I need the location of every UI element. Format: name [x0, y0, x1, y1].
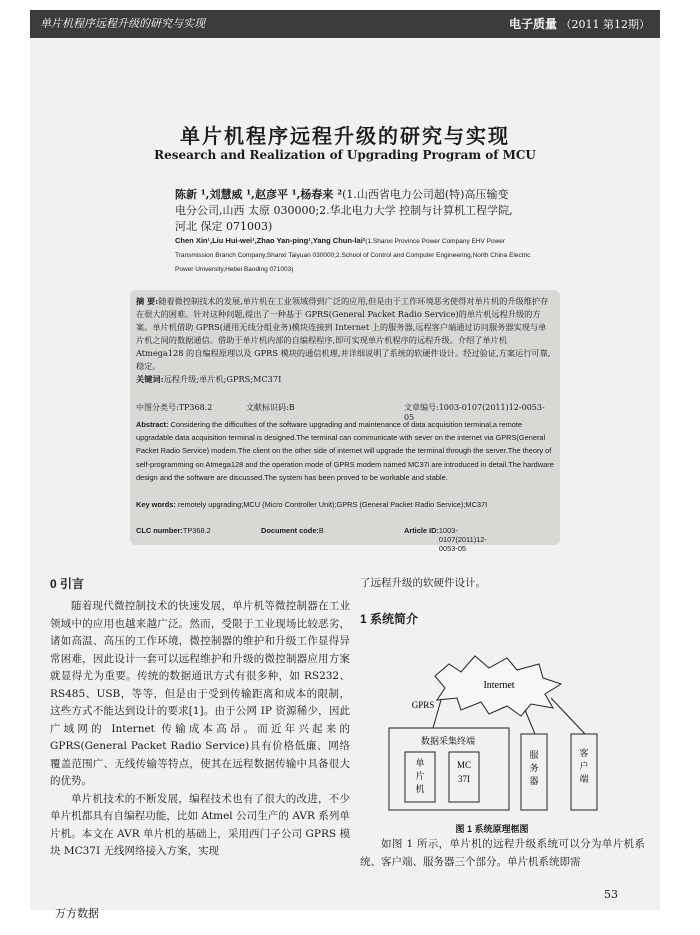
title-en: Research and Realization of Upgrading Program of MCU: [154, 148, 536, 162]
authors-en-names: Chen Xin¹,Liu Hui-wei¹,Zhao Yan-ping¹,Yang Chun-lai²: [175, 236, 366, 245]
clc-en-label: CLC number:: [136, 526, 183, 535]
keywords-en-text: remotely upgrading;MCU (Micro Controller Unit);GPRS (General Packet Radio Service);MC37I: [177, 500, 488, 509]
mcu-label: [415, 757, 424, 795]
authors-cn-affil: (1.山西省电力公司超(特)高压输变电分公司,山西 太原 030000;2.华北电力大学 控制与计算机工程学院,河北 保定 071003): [175, 188, 513, 233]
section-1-paragraph-1: 如图 1 所示，单片机的远程升级系统可以分为单片机系统、客户端、服务器三个部分。单片机系统即需: [360, 838, 645, 868]
continued-text: 了远程升级的软硬件设计。: [360, 577, 486, 589]
abstract-en-label: Abstract:: [136, 420, 169, 429]
server-label-3: 器: [529, 777, 539, 787]
abstract-cn-text: 随着微控制技术的发展,单片机在工业领域得到广泛的应用,但是由于工作环境恶劣使得对单片机的升级维护存在很大的困难。针对这种问题,提出了一种基于 GPRS(General Packet Radio Service)的单片机远程升级的方案。单片机借助 GPRS(通用无线分组业务)模块连接到 Internet 上的服务器,远程客户端通过访问服务器实现与单片机之间的数据通信。借助于单片机内部的自编程程序,即可实现单片机程序的远程升级。介绍了单片机 Atmega128 的自编程原理以及 GPRS 模块的通信机理,并详细说明了系统的软硬件设计。经过验证,方案运行可靠,稳定。: [136, 296, 551, 371]
section-0-paragraph-1: 随着现代微控制技术的快速发展，单片机等微控制器在工业领域中的应用也越来越广泛。然而，受限于工业现场比较恶劣，诸如高温、高压的工作环境，微控制器的维护和升级工作显得异常困难，因此设计一套可以远程维护和升级的微控制器应用方案就显得尤为重要。传统的数据通讯方式有很多种，如 RS232、RS485、USB，等等，但是由于受到传输距离和成本的限制，这些方式不能达到设计的要求[1]。由于公网 IP 资源稀少，因此广域网的 Internet 传输成本高昂。而近年兴起来的 GPRS(General Packet Radio Service)具有价格低廉、网络覆盖范围广、无线传输等特点，使其在远程数据传输中具备很大的优势。: [50, 600, 350, 787]
abstract-en: [136, 418, 556, 484]
client-box: [571, 734, 597, 810]
doc-code-en-label: Document code:: [261, 526, 319, 535]
authors-en-affil: (1.Shanxi Province Power Company EHV Power Transmission Branch Company,Shanxi Taiyuan 030000;2.School of Control and Computer Engineering,North China Electric Power University,Hebei Baoding 071003): [175, 238, 531, 273]
abstract-box: [130, 290, 560, 553]
doc-code-en-value: B: [318, 526, 324, 535]
terminal-label: 数据采集终端: [421, 737, 476, 747]
keywords-cn-label: 关键词:: [136, 374, 164, 384]
authors-cn-names: 陈新 ¹,刘慧威 ¹,赵彦平 ¹,杨春来 ²: [175, 188, 343, 201]
section-0-paragraph-2: 单片机技术的不断发展，编程技术也有了很大的改进，不少单片机都具有自编程功能，比如 Atmel 公司生产的 AVR 系列单片机。本文在 AVR 单片机的基础上，采用西门子公司 GPRS 模块 MC37I 无线网络接入方案，实现: [50, 792, 350, 857]
client-label: [579, 747, 588, 785]
abstract-cn-label: 摘 要:: [136, 296, 159, 306]
system-block-diagram: [357, 650, 627, 820]
mc37i-label: 37I: [458, 774, 470, 784]
mcu-label-3: 机: [415, 785, 425, 795]
server-label-2: 务: [529, 764, 539, 774]
client-label-1: 客: [579, 749, 589, 759]
doc-code-cn: 文献标识码:B: [246, 403, 295, 412]
client-label-3: 端: [579, 775, 589, 785]
header-journal: [509, 15, 650, 32]
header-journal-name: 电子质量: [508, 17, 557, 31]
right-column-continuation: [360, 575, 640, 593]
article-id-en-value: 1003-0107(2011)12-0053-05: [438, 526, 487, 553]
abstract-en-text: Considering the difficulties of the software upgrading and maintenance of data acquisition terminal,a remote upgradable data acquisition terminal is designed.The terminal can communicate with sever on the internet via GPRS(General Packet Radio Service) modem.The client on the other side of internet will upgrade the terminal through the server.The theory of self-programming on Atmega128 and the operation mode of GPRS modem named MC37i are introduced in detail.The hardware design and the software are discussed.The system has been proved to be workable and stable.: [136, 420, 554, 482]
mcu-label-2: 片: [415, 772, 425, 782]
section-0-heading: 0 引言: [50, 577, 85, 591]
gprs-label: GPRS: [411, 700, 435, 710]
figure-1-caption: 图 1 系统原理框图: [455, 824, 529, 834]
clc-en-value: TP368.2: [182, 526, 211, 535]
authors-en: [175, 234, 545, 277]
page-number: 53: [604, 888, 618, 901]
journal-page: [30, 10, 660, 910]
keywords-en-label: Key words:: [136, 500, 176, 509]
section-1-heading: 1 系统简介: [360, 612, 419, 626]
article-id-cn: 文章编号:1003-0107(2011)12-0053-05: [404, 403, 545, 422]
section-1-body: [360, 836, 645, 871]
link-server: [525, 710, 535, 734]
clc-en: [136, 526, 211, 535]
classification-en: [136, 526, 554, 553]
classification-cn: [136, 402, 554, 422]
article-id-en: [404, 526, 487, 553]
article-id-en-label: Article ID:: [404, 526, 439, 535]
title-cn: 单片机程序远程升级的研究与实现: [180, 124, 510, 148]
header-article-title: 单片机程序远程升级的研究与实现: [40, 17, 205, 30]
clc-cn: 中图分类号:TP368.2: [136, 403, 213, 412]
keywords-cn-text: 远程升级;单片机;GPRS;MC37I: [163, 374, 282, 384]
header-issue: （2011 第12期）: [560, 18, 650, 31]
client-label-2: 户: [579, 762, 589, 772]
watermark-footer: 万方数据: [55, 908, 99, 920]
left-column: [50, 598, 350, 861]
internet-label: Internet: [483, 680, 515, 691]
keywords-en: [136, 498, 556, 511]
abstract-cn: [136, 295, 554, 386]
authors-cn: [175, 187, 515, 235]
running-header: [30, 10, 660, 38]
mcu-label-1: 单: [415, 759, 425, 769]
doc-code-en: [261, 526, 324, 535]
mc-label: MC: [456, 760, 472, 770]
link-client: [551, 698, 585, 734]
server-label-1: 服: [529, 751, 539, 761]
server-label: [529, 750, 538, 787]
